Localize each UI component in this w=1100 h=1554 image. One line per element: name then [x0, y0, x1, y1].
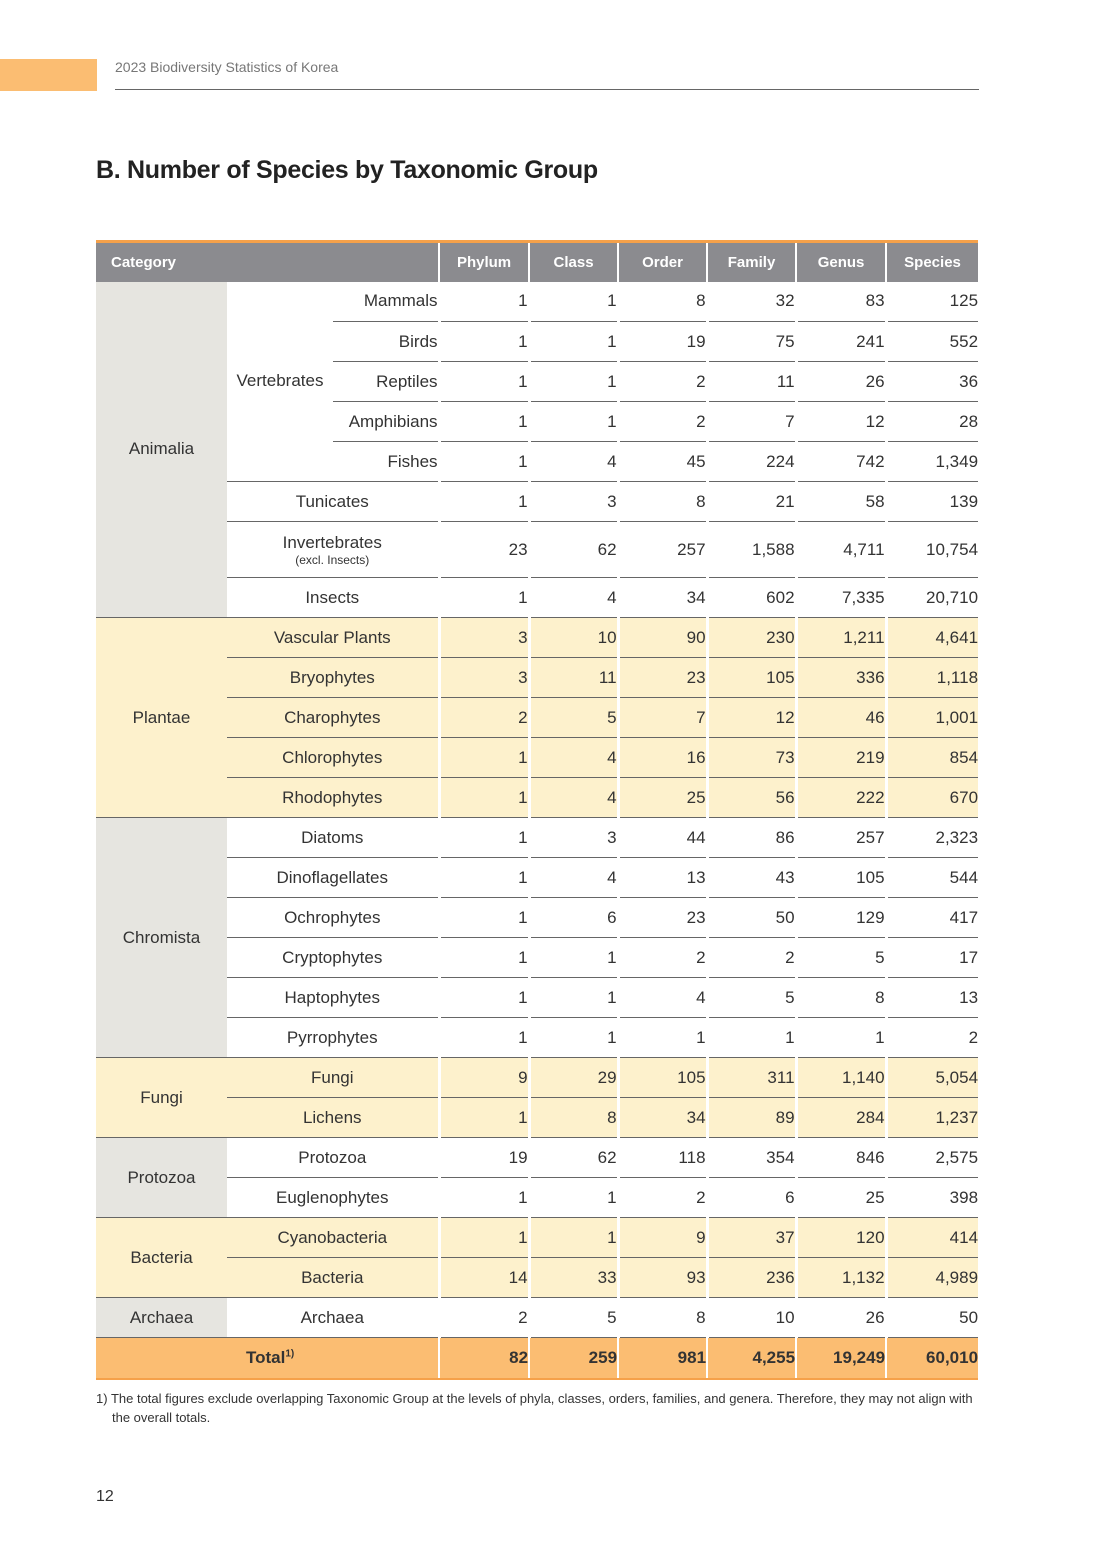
cell-genus: 7,335 — [796, 578, 886, 618]
cell-genus: 26 — [796, 1298, 886, 1338]
cell-species: 28 — [886, 402, 978, 442]
page-number: 12 — [96, 1488, 114, 1505]
cell-species: 125 — [886, 282, 978, 322]
table-row — [96, 1258, 978, 1298]
cell-order: 2 — [618, 1178, 707, 1218]
cell-class: 8 — [529, 1098, 618, 1138]
cell-family: 32 — [707, 282, 796, 322]
col-header-class: Class — [529, 242, 618, 282]
species-table — [96, 240, 978, 1380]
total-family: 4,255 — [707, 1338, 796, 1380]
cell-genus: 129 — [796, 898, 886, 938]
row-label-invertebrates — [227, 522, 439, 578]
table-row — [96, 482, 978, 522]
cell-order: 23 — [618, 898, 707, 938]
cell-class: 11 — [529, 658, 618, 698]
row-label: Invertebrates — [282, 532, 382, 552]
cell-class: 1 — [529, 1178, 618, 1218]
table-row — [96, 1058, 978, 1098]
cell-phylum: 1 — [439, 1218, 529, 1258]
cell-family: 602 — [707, 578, 796, 618]
table-row — [96, 738, 978, 778]
cell-species: 10,754 — [886, 522, 978, 578]
footnote-line2: the overall totals. — [112, 1410, 211, 1425]
row-label: Cryptophytes — [227, 938, 439, 978]
cell-genus: 120 — [796, 1218, 886, 1258]
cell-phylum: 14 — [439, 1258, 529, 1298]
cell-family: 2 — [707, 938, 796, 978]
row-label: Tunicates — [227, 482, 439, 522]
cell-class: 1 — [529, 322, 618, 362]
cell-family: 75 — [707, 322, 796, 362]
cell-order: 93 — [618, 1258, 707, 1298]
table-row — [96, 1018, 978, 1058]
cell-genus: 1,211 — [796, 618, 886, 658]
cell-phylum: 2 — [439, 1298, 529, 1338]
subgroup-label-vertebrates: Vertebrates — [227, 282, 333, 482]
total-order: 981 — [618, 1338, 707, 1380]
cell-order: 8 — [618, 282, 707, 322]
table-row — [96, 1138, 978, 1178]
cell-class: 1 — [529, 978, 618, 1018]
cell-family: 224 — [707, 442, 796, 482]
cell-family: 1 — [707, 1018, 796, 1058]
cell-phylum: 1 — [439, 402, 529, 442]
cell-genus: 12 — [796, 402, 886, 442]
row-label: Archaea — [227, 1298, 439, 1338]
table-row — [96, 578, 978, 618]
col-header-category: Category — [96, 242, 439, 282]
cell-order: 105 — [618, 1058, 707, 1098]
cell-genus: 241 — [796, 322, 886, 362]
cell-species: 552 — [886, 322, 978, 362]
cell-phylum: 23 — [439, 522, 529, 578]
table-row — [96, 898, 978, 938]
cell-genus: 8 — [796, 978, 886, 1018]
table-row — [96, 1178, 978, 1218]
cell-order: 1 — [618, 1018, 707, 1058]
col-header-species: Species — [886, 242, 978, 282]
running-title: 2023 Biodiversity Statistics of Korea — [115, 59, 339, 75]
cell-genus: 46 — [796, 698, 886, 738]
cell-phylum: 1 — [439, 858, 529, 898]
cell-phylum: 1 — [439, 1098, 529, 1138]
cell-phylum: 1 — [439, 482, 529, 522]
col-header-family: Family — [707, 242, 796, 282]
cell-order: 8 — [618, 482, 707, 522]
cell-order: 8 — [618, 1298, 707, 1338]
cell-genus: 1,140 — [796, 1058, 886, 1098]
cell-order: 7 — [618, 698, 707, 738]
table-row — [96, 978, 978, 1018]
cell-genus: 1,132 — [796, 1258, 886, 1298]
cell-class: 1 — [529, 938, 618, 978]
cell-species: 139 — [886, 482, 978, 522]
cell-species: 414 — [886, 1218, 978, 1258]
cell-phylum: 1 — [439, 578, 529, 618]
cell-family: 236 — [707, 1258, 796, 1298]
cell-genus: 25 — [796, 1178, 886, 1218]
cell-species: 417 — [886, 898, 978, 938]
table-row — [96, 282, 978, 322]
cell-phylum: 1 — [439, 778, 529, 818]
cell-phylum: 1 — [439, 938, 529, 978]
page-title: B. Number of Species by Taxonomic Group — [96, 156, 598, 184]
cell-phylum: 3 — [439, 618, 529, 658]
cell-class: 62 — [529, 522, 618, 578]
cell-genus: 742 — [796, 442, 886, 482]
cell-species: 36 — [886, 362, 978, 402]
cell-class: 4 — [529, 738, 618, 778]
cell-phylum: 1 — [439, 1018, 529, 1058]
row-label: Rhodophytes — [227, 778, 439, 818]
cell-order: 34 — [618, 578, 707, 618]
cell-genus: 1 — [796, 1018, 886, 1058]
total-footnote-marker: 1) — [285, 1348, 295, 1360]
cell-family: 43 — [707, 858, 796, 898]
cell-phylum: 1 — [439, 818, 529, 858]
cell-phylum: 3 — [439, 658, 529, 698]
row-label: Reptiles — [333, 362, 439, 402]
footnote-marker: 1) — [96, 1391, 108, 1406]
cell-phylum: 1 — [439, 282, 529, 322]
cell-species: 398 — [886, 1178, 978, 1218]
cell-species: 2,323 — [886, 818, 978, 858]
cell-order: 4 — [618, 978, 707, 1018]
cell-family: 89 — [707, 1098, 796, 1138]
cell-family: 5 — [707, 978, 796, 1018]
cell-species: 5,054 — [886, 1058, 978, 1098]
header-rule — [115, 89, 979, 90]
row-label: Fishes — [333, 442, 439, 482]
cell-family: 73 — [707, 738, 796, 778]
table-row — [96, 1218, 978, 1258]
cell-phylum: 1 — [439, 322, 529, 362]
row-label: Fungi — [227, 1058, 439, 1098]
cell-phylum: 1 — [439, 442, 529, 482]
cell-class: 1 — [529, 1018, 618, 1058]
cell-species: 50 — [886, 1298, 978, 1338]
cell-order: 25 — [618, 778, 707, 818]
cell-class: 6 — [529, 898, 618, 938]
cell-order: 19 — [618, 322, 707, 362]
total-label-cell — [96, 1338, 439, 1380]
group-label-animalia: Animalia — [96, 282, 227, 618]
row-label: Bacteria — [227, 1258, 439, 1298]
group-label-archaea: Archaea — [96, 1298, 227, 1338]
cell-class: 1 — [529, 362, 618, 402]
cell-order: 90 — [618, 618, 707, 658]
cell-species: 2,575 — [886, 1138, 978, 1178]
cell-family: 11 — [707, 362, 796, 402]
total-class: 259 — [529, 1338, 618, 1380]
table-row — [96, 858, 978, 898]
cell-phylum: 9 — [439, 1058, 529, 1098]
cell-class: 1 — [529, 282, 618, 322]
cell-family: 86 — [707, 818, 796, 858]
table-row — [96, 1298, 978, 1338]
cell-order: 23 — [618, 658, 707, 698]
row-label: Bryophytes — [227, 658, 439, 698]
cell-family: 105 — [707, 658, 796, 698]
footnote — [96, 1389, 976, 1427]
cell-phylum: 2 — [439, 698, 529, 738]
row-label: Lichens — [227, 1098, 439, 1138]
cell-genus: 5 — [796, 938, 886, 978]
cell-order: 13 — [618, 858, 707, 898]
cell-phylum: 1 — [439, 1178, 529, 1218]
cell-order: 34 — [618, 1098, 707, 1138]
cell-order: 44 — [618, 818, 707, 858]
cell-genus: 58 — [796, 482, 886, 522]
cell-family: 6 — [707, 1178, 796, 1218]
col-header-genus: Genus — [796, 242, 886, 282]
cell-family: 12 — [707, 698, 796, 738]
row-label: Cyanobacteria — [227, 1218, 439, 1258]
footnote-line1: The total figures exclude overlapping Taxonomic Group at the levels of phyla, classes, orders, families, and genera. Therefore, they may not align with — [110, 1391, 973, 1406]
cell-order: 2 — [618, 362, 707, 402]
cell-order: 45 — [618, 442, 707, 482]
row-label: Euglenophytes — [227, 1178, 439, 1218]
row-label: Dinoflagellates — [227, 858, 439, 898]
cell-order: 16 — [618, 738, 707, 778]
table-row — [96, 1098, 978, 1138]
cell-species: 1,349 — [886, 442, 978, 482]
cell-family: 10 — [707, 1298, 796, 1338]
row-note: (excl. Insects) — [295, 552, 370, 567]
cell-class: 62 — [529, 1138, 618, 1178]
row-label: Amphibians — [333, 402, 439, 442]
cell-order: 2 — [618, 402, 707, 442]
cell-genus: 4,711 — [796, 522, 886, 578]
table-row — [96, 698, 978, 738]
header-accent-block — [0, 59, 97, 91]
cell-family: 50 — [707, 898, 796, 938]
cell-order: 9 — [618, 1218, 707, 1258]
table-row — [96, 778, 978, 818]
cell-species: 670 — [886, 778, 978, 818]
cell-order: 118 — [618, 1138, 707, 1178]
total-genus: 19,249 — [796, 1338, 886, 1380]
cell-species: 13 — [886, 978, 978, 1018]
table-row — [96, 818, 978, 858]
table-row — [96, 938, 978, 978]
col-header-order: Order — [618, 242, 707, 282]
group-label-protozoa: Protozoa — [96, 1138, 227, 1218]
cell-family: 37 — [707, 1218, 796, 1258]
row-label: Ochrophytes — [227, 898, 439, 938]
cell-family: 56 — [707, 778, 796, 818]
cell-genus: 257 — [796, 818, 886, 858]
cell-order: 2 — [618, 938, 707, 978]
cell-family: 230 — [707, 618, 796, 658]
cell-phylum: 1 — [439, 898, 529, 938]
cell-class: 5 — [529, 698, 618, 738]
cell-species: 544 — [886, 858, 978, 898]
cell-genus: 26 — [796, 362, 886, 402]
group-label-plantae: Plantae — [96, 618, 227, 818]
table-header-row — [96, 242, 978, 282]
cell-phylum: 1 — [439, 362, 529, 402]
cell-species: 4,641 — [886, 618, 978, 658]
cell-species: 4,989 — [886, 1258, 978, 1298]
cell-genus: 846 — [796, 1138, 886, 1178]
cell-class: 10 — [529, 618, 618, 658]
total-phylum: 82 — [439, 1338, 529, 1380]
row-label: Charophytes — [227, 698, 439, 738]
row-label: Vascular Plants — [227, 618, 439, 658]
col-header-phylum: Phylum — [439, 242, 529, 282]
cell-family: 311 — [707, 1058, 796, 1098]
cell-class: 4 — [529, 858, 618, 898]
cell-class: 29 — [529, 1058, 618, 1098]
cell-class: 4 — [529, 578, 618, 618]
cell-class: 3 — [529, 482, 618, 522]
cell-genus: 222 — [796, 778, 886, 818]
cell-family: 354 — [707, 1138, 796, 1178]
group-label-chromista: Chromista — [96, 818, 227, 1058]
table-row — [96, 658, 978, 698]
row-label: Birds — [333, 322, 439, 362]
row-label: Insects — [227, 578, 439, 618]
cell-family: 7 — [707, 402, 796, 442]
cell-family: 1,588 — [707, 522, 796, 578]
total-species: 60,010 — [886, 1338, 978, 1380]
group-label-bacteria: Bacteria — [96, 1218, 227, 1298]
cell-species: 1,237 — [886, 1098, 978, 1138]
group-label-fungi: Fungi — [96, 1058, 227, 1138]
cell-genus: 105 — [796, 858, 886, 898]
table-row — [96, 522, 978, 578]
cell-species: 854 — [886, 738, 978, 778]
cell-species: 1,001 — [886, 698, 978, 738]
cell-class: 1 — [529, 1218, 618, 1258]
cell-species: 1,118 — [886, 658, 978, 698]
cell-family: 21 — [707, 482, 796, 522]
cell-order: 257 — [618, 522, 707, 578]
cell-class: 5 — [529, 1298, 618, 1338]
cell-phylum: 1 — [439, 978, 529, 1018]
row-label: Protozoa — [227, 1138, 439, 1178]
cell-class: 1 — [529, 402, 618, 442]
cell-genus: 336 — [796, 658, 886, 698]
cell-genus: 219 — [796, 738, 886, 778]
cell-phylum: 1 — [439, 738, 529, 778]
cell-class: 3 — [529, 818, 618, 858]
row-label: Diatoms — [227, 818, 439, 858]
cell-species: 20,710 — [886, 578, 978, 618]
cell-phylum: 19 — [439, 1138, 529, 1178]
row-label: Mammals — [333, 282, 439, 322]
cell-class: 4 — [529, 778, 618, 818]
total-label: Total — [246, 1348, 286, 1367]
row-label: Haptophytes — [227, 978, 439, 1018]
cell-genus: 83 — [796, 282, 886, 322]
row-label: Chlorophytes — [227, 738, 439, 778]
cell-class: 4 — [529, 442, 618, 482]
cell-species: 2 — [886, 1018, 978, 1058]
total-row — [96, 1338, 978, 1380]
cell-species: 17 — [886, 938, 978, 978]
cell-genus: 284 — [796, 1098, 886, 1138]
row-label: Pyrrophytes — [227, 1018, 439, 1058]
cell-class: 33 — [529, 1258, 618, 1298]
table-row — [96, 618, 978, 658]
